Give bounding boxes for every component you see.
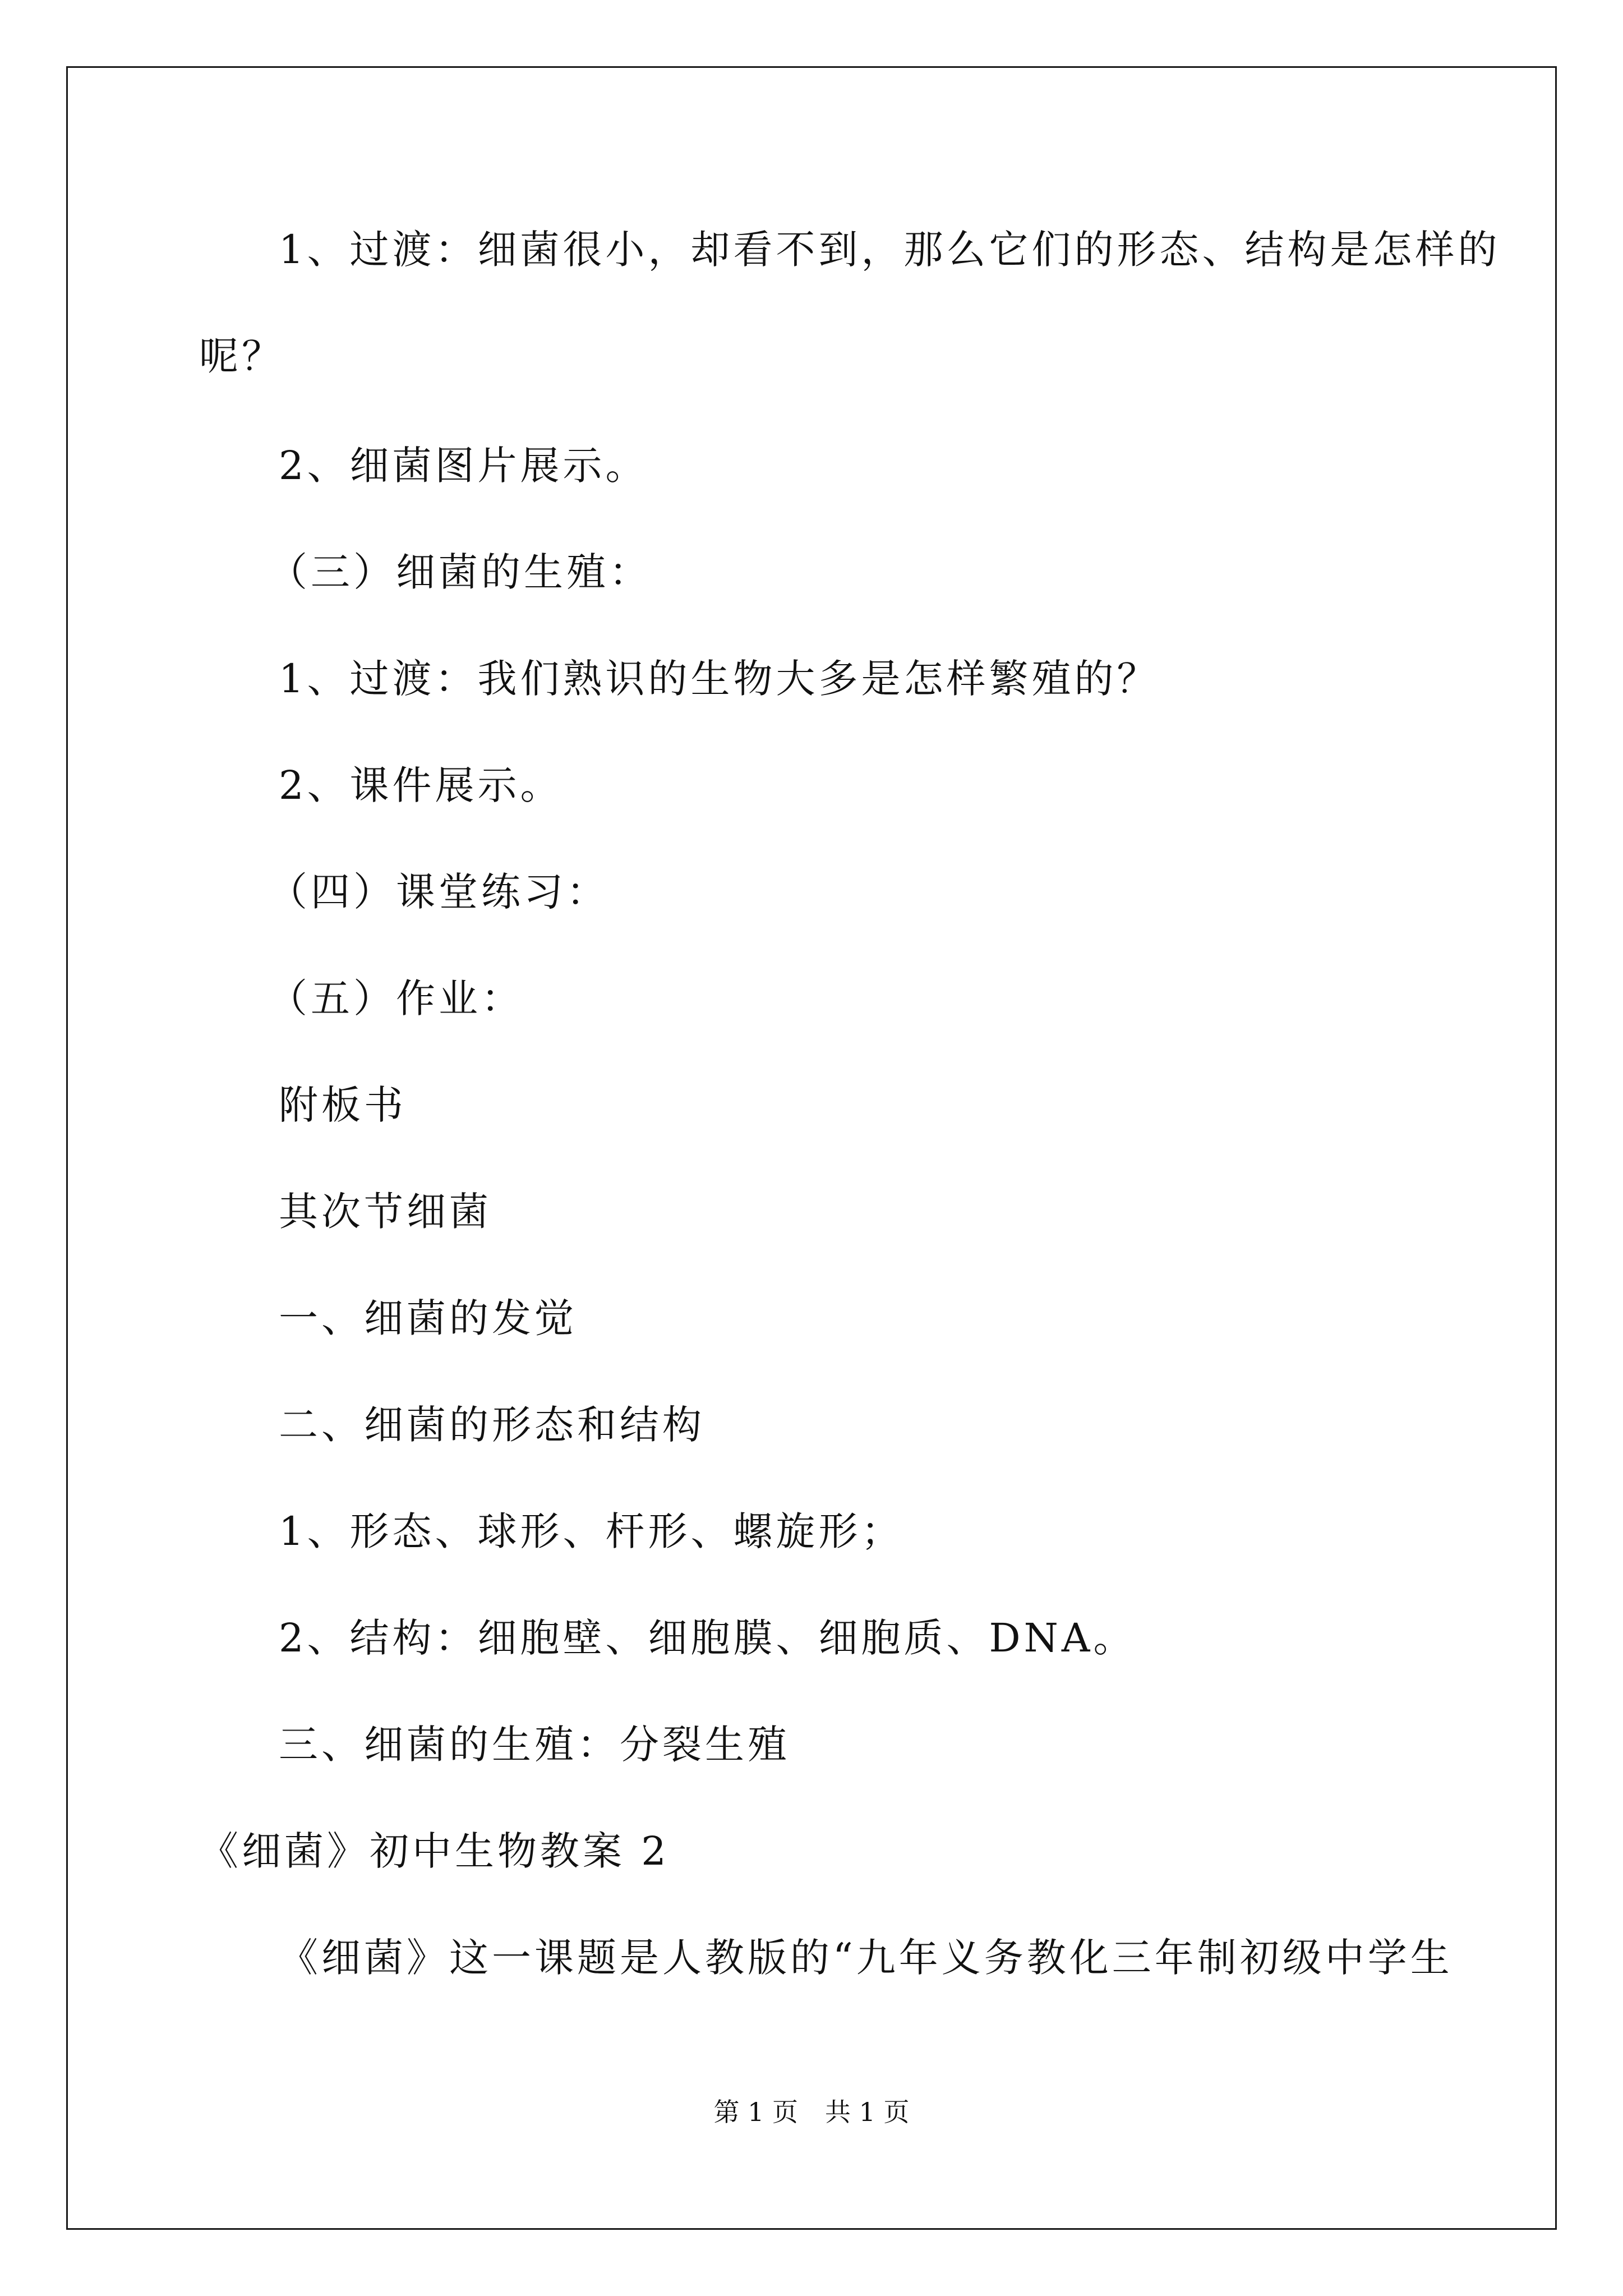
paragraph-line: 三、细菌的生殖：分裂生殖 bbox=[279, 1722, 790, 1768]
paragraph-line: 二、细菌的形态和结构 bbox=[279, 1402, 705, 1448]
section-heading: （四）课堂练习： bbox=[268, 869, 609, 915]
page-footer bbox=[0, 2095, 1623, 2129]
paragraph-line: 附板书 bbox=[279, 1082, 407, 1128]
paragraph-line: 一、细菌的发觉 bbox=[279, 1295, 577, 1341]
section-heading: （五）作业： bbox=[268, 976, 524, 1022]
page-total: 共 1 页 bbox=[825, 2097, 910, 2127]
paragraph-line: 2、课件展示。 bbox=[279, 762, 563, 808]
page-number: 第 1 页 bbox=[713, 2097, 798, 2127]
document-title: 《细菌》初中生物教案 2 bbox=[199, 1828, 670, 1874]
paragraph-line: 1、形态、球形、杆形、螺旋形； bbox=[279, 1508, 904, 1554]
section-heading: （三）细菌的生殖： bbox=[268, 549, 652, 595]
paragraph-line: 《细菌》这一课题是人教版的“九年义务教化三年制初级中学生 bbox=[279, 1935, 1453, 1981]
paragraph-line: 其次节细菌 bbox=[279, 1189, 492, 1235]
page-border bbox=[66, 66, 1557, 2230]
paragraph-line: 1、过渡：我们熟识的生物大多是怎样繁殖的？ bbox=[279, 656, 1160, 702]
paragraph-line: 2、结构：细胞壁、细胞膜、细胞质、DNA。 bbox=[279, 1615, 1136, 1661]
paragraph-line: 呢？ bbox=[199, 333, 284, 379]
paragraph-line: 1、过渡：细菌很小，却看不到，那么它们的形态、结构是怎样的 bbox=[279, 227, 1501, 273]
paragraph-line: 2、细菌图片展示。 bbox=[279, 443, 648, 489]
